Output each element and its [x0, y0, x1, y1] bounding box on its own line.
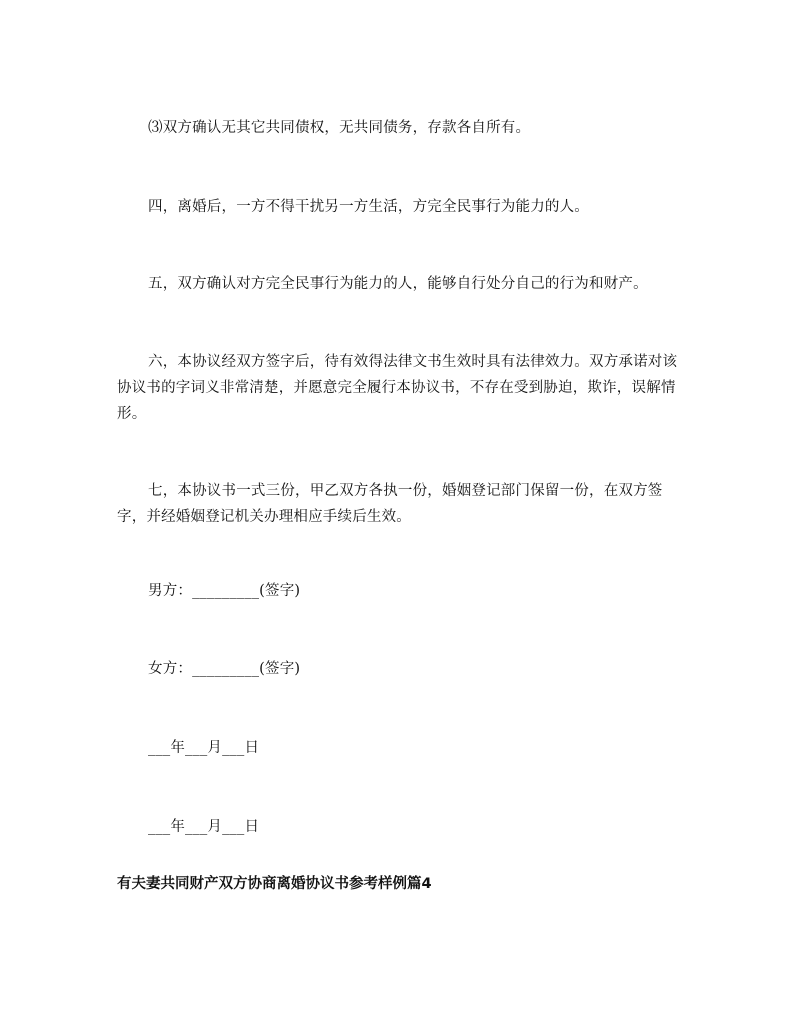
- signature-date-2: ___年___月___日: [148, 819, 260, 835]
- signature-male: 男方：_________(签字): [148, 583, 301, 599]
- paragraph-debts: ⑶双方确认无其它共同债权，无共同债务，存款各自所有。: [148, 120, 531, 136]
- paragraph-six-effect: 六，本协议经双方签字后，待有效得法律文书生效时具有法律效力。双方承诺对该协议书的字词义非常清楚，并愿意完全履行本协议书，不存在受到胁迫，欺诈，误解情形。: [117, 354, 678, 422]
- paragraph-seven-copies: 七，本协议书一式三份，甲乙双方各执一份，婚姻登记部门保留一份，在双方签字，并经婚姻登记机关办理相应手续后生效。: [117, 483, 663, 525]
- signature-date-1: ___年___月___日: [148, 740, 260, 756]
- section-heading: 有夫妻共同财产双方协商离婚协议书参考样例篇4: [117, 876, 432, 892]
- paragraph-four-non-interference: 四，离婚后，一方不得干扰另一方生活，方完全民事行为能力的人。: [148, 199, 589, 215]
- signature-female: 女方：_________(签字): [148, 661, 301, 677]
- paragraph-five-capacity: 五，双方确认对方完全民事行为能力的人，能够自行处分自己的行为和财产。: [148, 276, 648, 292]
